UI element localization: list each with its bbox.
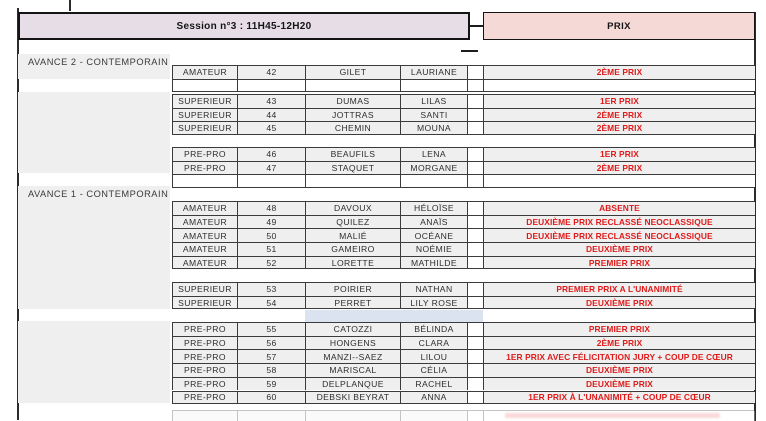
cell-category: PRE-PRO	[172, 336, 237, 350]
clipped-cell	[172, 410, 237, 421]
cell-category: PRE-PRO	[172, 161, 237, 175]
cell-number: 53	[237, 282, 305, 296]
cell-category	[172, 79, 237, 93]
cell-number: 60	[237, 391, 305, 405]
section-label-avance-1: AVANCE 1 - CONTEMPORAIN	[28, 189, 169, 199]
cell-category: AMATEUR	[172, 201, 237, 215]
cell-prize	[483, 79, 755, 93]
cell-number: 52	[237, 256, 305, 270]
clipped-cell	[400, 410, 467, 421]
clipped-prize-text-ghost	[505, 413, 720, 418]
cell-lastname	[305, 79, 400, 93]
cell-number: 56	[237, 336, 305, 350]
cell-prize: DEUXIÈME PRIX	[483, 242, 755, 256]
cell-number	[237, 79, 305, 93]
cell-lastname: DEBSKI BEYRAT	[305, 391, 400, 405]
cell-spacer	[467, 65, 483, 79]
cell-spacer	[467, 215, 483, 229]
cell-spacer	[467, 322, 483, 336]
cell-prize: 1ER PRIX	[483, 147, 755, 161]
cell-number	[237, 174, 305, 188]
cell-category: AMATEUR	[172, 65, 237, 79]
cell-prize: DEUXIÈME PRIX	[483, 363, 755, 377]
cell-firstname	[400, 174, 467, 188]
cell-category: PRE-PRO	[172, 363, 237, 377]
cell-prize: 2ÈME PRIX	[483, 121, 755, 135]
cell-category: SUPERIEUR	[172, 121, 237, 135]
cell-spacer	[467, 94, 483, 108]
cell-spacer	[467, 201, 483, 215]
cell-category: AMATEUR	[172, 215, 237, 229]
cell-lastname	[305, 174, 400, 188]
cell-category: PRE-PRO	[172, 349, 237, 363]
cell-number: 54	[237, 296, 305, 310]
clipped-cell	[305, 410, 400, 421]
cell-category: AMATEUR	[172, 256, 237, 270]
cell-spacer	[467, 161, 483, 175]
cell-number: 50	[237, 228, 305, 242]
cell-category: SUPERIEUR	[172, 282, 237, 296]
cell-category: PRE-PRO	[172, 147, 237, 161]
cell-prize: DEUXIÈME PRIX	[483, 377, 755, 391]
cell-spacer	[467, 336, 483, 350]
cell-lastname: CHEMIN	[305, 121, 400, 135]
cell-prize: DEUXIÈME PRIX	[483, 296, 755, 310]
cell-prize: 1ER PRIX	[483, 94, 755, 108]
cell-number: 49	[237, 215, 305, 229]
cell-firstname: OCÉANE	[400, 228, 467, 242]
cell-lastname: DELPLANQUE	[305, 377, 400, 391]
cell-number: 46	[237, 147, 305, 161]
cell-number: 42	[237, 65, 305, 79]
cell-number: 59	[237, 377, 305, 391]
cell-number: 51	[237, 242, 305, 256]
cell-spacer	[467, 79, 483, 93]
cell-firstname: LAURIANE	[400, 65, 467, 79]
cell-lastname: JOTTRAS	[305, 108, 400, 122]
clipped-cell	[467, 410, 483, 421]
cell-category: AMATEUR	[172, 228, 237, 242]
cell-lastname: STAQUET	[305, 161, 400, 175]
cell-number: 44	[237, 108, 305, 122]
cell-firstname: NOÉMIE	[400, 242, 467, 256]
section-band	[18, 321, 170, 403]
blue-divider-strip	[305, 310, 483, 323]
below-header-dash	[461, 50, 478, 52]
cell-category: SUPERIEUR	[172, 94, 237, 108]
cell-firstname: ANNA	[400, 391, 467, 405]
clipped-cell	[237, 410, 305, 421]
cell-firstname: MATHILDE	[400, 256, 467, 270]
cell-category: PRE-PRO	[172, 322, 237, 336]
cell-spacer	[467, 121, 483, 135]
cell-spacer	[467, 282, 483, 296]
prix-column-header: PRIX	[483, 12, 755, 40]
cell-lastname: BEAUFILS	[305, 147, 400, 161]
cell-firstname: MORGANE	[400, 161, 467, 175]
cell-number: 55	[237, 322, 305, 336]
cell-spacer	[467, 147, 483, 161]
cell-firstname: LILAS	[400, 94, 467, 108]
cell-category: PRE-PRO	[172, 377, 237, 391]
cell-firstname: LENA	[400, 147, 467, 161]
cell-prize: 2ÈME PRIX	[483, 336, 755, 350]
cell-spacer	[467, 256, 483, 270]
cell-lastname: QUILEZ	[305, 215, 400, 229]
cell-lastname: CATOZZI	[305, 322, 400, 336]
cell-number: 47	[237, 161, 305, 175]
top-tick-line	[69, 0, 71, 11]
cell-firstname: LILOU	[400, 349, 467, 363]
cell-number: 48	[237, 201, 305, 215]
cell-spacer	[467, 242, 483, 256]
cell-prize: PREMIER PRIX A L'UNANIMITÉ	[483, 282, 755, 296]
section-band	[18, 186, 170, 309]
cell-lastname: GAMEIRO	[305, 242, 400, 256]
cell-firstname: CLARA	[400, 336, 467, 350]
cell-number: 58	[237, 363, 305, 377]
cell-spacer	[467, 228, 483, 242]
cell-number: 43	[237, 94, 305, 108]
section-label-avance-2: AVANCE 2 - CONTEMPORAIN	[28, 57, 169, 67]
cell-prize	[483, 174, 755, 188]
cell-prize: 1ER PRIX À L'UNANIMITÉ + COUP DE CŒUR	[483, 391, 755, 405]
cell-spacer	[467, 377, 483, 391]
cell-lastname: MARISCAL	[305, 363, 400, 377]
cell-number: 57	[237, 349, 305, 363]
cell-firstname: NATHAN	[400, 282, 467, 296]
cell-category: PRE-PRO	[172, 391, 237, 405]
cell-number: 45	[237, 121, 305, 135]
cell-lastname: PERRET	[305, 296, 400, 310]
cell-category	[172, 174, 237, 188]
cell-firstname: CÉLIA	[400, 363, 467, 377]
cell-lastname: MANZI--SAEZ	[305, 349, 400, 363]
cell-prize: PREMIER PRIX	[483, 322, 755, 336]
cell-firstname: BÉLINDA	[400, 322, 467, 336]
session-header: Session n°3 : 11H45-12H20	[18, 12, 470, 40]
cell-spacer	[467, 108, 483, 122]
cell-lastname: DAVOUX	[305, 201, 400, 215]
cell-prize: 1ER PRIX AVEC FÉLICITATION JURY + COUP DE CŒUR	[483, 349, 755, 363]
cell-prize: PREMIER PRIX	[483, 256, 755, 270]
cell-spacer	[467, 174, 483, 188]
cell-lastname: HONGENS	[305, 336, 400, 350]
cell-prize: 2ÈME PRIX	[483, 65, 755, 79]
cell-spacer	[467, 363, 483, 377]
cell-firstname: SANTI	[400, 108, 467, 122]
cell-firstname: MOUNA	[400, 121, 467, 135]
section-band	[18, 92, 170, 173]
cell-lastname: MALIÉ	[305, 228, 400, 242]
cell-lastname: GILET	[305, 65, 400, 79]
cell-firstname: LILY ROSE	[400, 296, 467, 310]
cell-spacer	[467, 391, 483, 405]
cell-lastname: LORETTE	[305, 256, 400, 270]
cell-firstname: HÉLOÏSE	[400, 201, 467, 215]
cell-firstname	[400, 79, 467, 93]
cell-spacer	[467, 349, 483, 363]
cell-firstname: RACHEL	[400, 377, 467, 391]
cell-prize: ABSENTE	[483, 201, 755, 215]
cell-lastname: POIRIER	[305, 282, 400, 296]
cell-prize: DEUXIÈME PRIX RECLASSÉ NEOCLASSIQUE	[483, 228, 755, 242]
cell-spacer	[467, 296, 483, 310]
cell-category: SUPERIEUR	[172, 108, 237, 122]
cell-prize: 2ÈME PRIX	[483, 161, 755, 175]
cell-prize: DEUXIÈME PRIX RECLASSÉ NEOCLASSIQUE	[483, 215, 755, 229]
cell-firstname: ANAÏS	[400, 215, 467, 229]
cell-prize: 2ÈME PRIX	[483, 108, 755, 122]
header-gap-line	[470, 25, 484, 27]
cell-lastname: DUMAS	[305, 94, 400, 108]
cell-category: AMATEUR	[172, 242, 237, 256]
cell-category: SUPERIEUR	[172, 296, 237, 310]
